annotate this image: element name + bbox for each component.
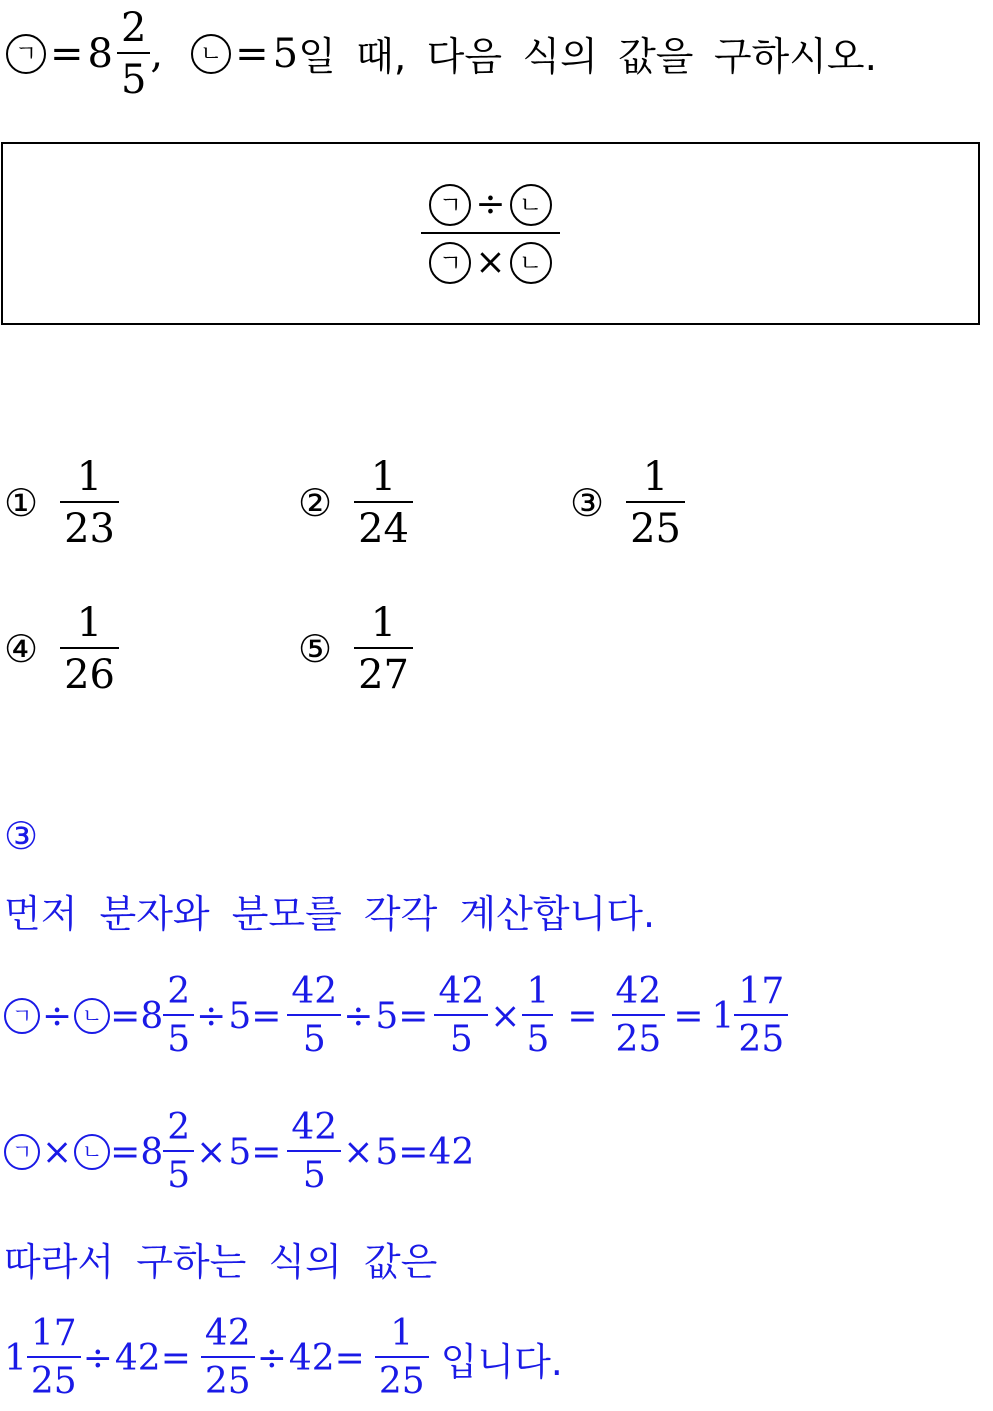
mixed-number-whole: 8 [140, 1131, 164, 1173]
equals-sign: = [110, 1131, 141, 1173]
mixed-number-whole: 1 [4, 1337, 27, 1379]
choice-3-mark: ③ [570, 481, 605, 525]
solution-answer [4, 812, 38, 860]
number: 42 [114, 1337, 161, 1379]
fraction-numerator: 42 [291, 971, 338, 1012]
divide-sign: ÷ [82, 1337, 113, 1379]
fraction-denominator: 24 [354, 501, 413, 549]
fraction [287, 1107, 341, 1196]
fraction-denominator: 5 [163, 1150, 194, 1194]
number: 5 [228, 1131, 252, 1173]
choice-1-mark: ① [4, 481, 39, 525]
fraction-denominator: 27 [354, 647, 413, 695]
fraction-denominator: 25 [626, 501, 685, 549]
fraction-denominator: 5 [163, 1014, 194, 1058]
fraction [734, 971, 788, 1060]
equals-sign: = [673, 995, 704, 1037]
circled-giyeok-symbol: ㄱ [429, 184, 471, 226]
choice-5-mark: ⑤ [298, 627, 333, 671]
divide-sign: ÷ [42, 995, 73, 1037]
mixed-number-whole: 1 [711, 995, 735, 1037]
circled-giyeok-symbol: ㄱ [429, 242, 471, 284]
fraction-numerator: 42 [438, 971, 485, 1012]
solution-therefore [4, 1230, 437, 1286]
choice-4-fraction [60, 600, 119, 698]
multiply-sign: × [475, 241, 506, 283]
fraction-numerator: 1 [390, 1313, 414, 1354]
circled-nieun-symbol: ㄴ [510, 242, 552, 284]
number: 5 [375, 995, 399, 1037]
fraction-denominator: 25 [734, 1014, 788, 1058]
choice-4[interactable] [4, 594, 119, 704]
choice-2-fraction [354, 454, 413, 552]
choice-5[interactable] [298, 594, 413, 704]
choice-1-fraction [60, 454, 119, 552]
equals-sign: = [235, 31, 269, 77]
therefore-text: 따라서 구하는 식의 값은 [4, 1239, 438, 1284]
result-value: 42 [428, 1131, 475, 1173]
fraction-numerator: 42 [615, 971, 662, 1012]
fraction-denominator: 25 [375, 1356, 429, 1400]
expression-numerator [421, 184, 559, 232]
equals-sign: = [567, 995, 598, 1037]
solution-line-1 [4, 962, 788, 1070]
fraction-denominator: 5 [287, 1150, 341, 1194]
divide-sign: ÷ [256, 1337, 287, 1379]
mixed-number-whole: 8 [87, 31, 113, 77]
multiply-sign: × [42, 1131, 73, 1173]
equals-sign: = [110, 995, 141, 1037]
divide-sign: ÷ [196, 995, 227, 1037]
choice-2-mark: ② [298, 481, 333, 525]
fraction-numerator: 17 [738, 971, 785, 1012]
fraction-numerator: 42 [204, 1313, 251, 1354]
fraction [287, 971, 341, 1060]
mixed-number-whole: 8 [140, 995, 164, 1037]
fraction-numerator: 1 [76, 454, 103, 500]
fraction [522, 971, 553, 1060]
circled-giyeok-symbol: ㄱ [4, 1134, 40, 1170]
fraction-numerator: 42 [291, 1107, 338, 1148]
comma: , [150, 31, 164, 77]
divide-sign: ÷ [475, 183, 506, 225]
solution-intro [4, 882, 655, 938]
choice-3-fraction [626, 454, 685, 552]
fraction-denominator: 5 [522, 1014, 553, 1058]
multiply-sign: × [490, 995, 521, 1037]
choice-3[interactable] [570, 448, 685, 558]
expression-box [1, 142, 980, 325]
question-line [6, 6, 877, 102]
fraction-numerator: 1 [370, 600, 397, 646]
mixed-number-fraction [117, 5, 150, 103]
equals-sign: = [398, 995, 429, 1037]
choice-5-fraction [354, 600, 413, 698]
fraction-denominator: 5 [287, 1014, 341, 1058]
fraction [375, 1313, 429, 1402]
fraction-numerator: 17 [30, 1313, 77, 1354]
fraction-numerator: 1 [642, 454, 669, 500]
fraction-denominator: 26 [60, 647, 119, 695]
number: 5 [228, 995, 252, 1037]
fraction-numerator: 1 [76, 600, 103, 646]
circled-nieun-symbol: ㄴ [510, 184, 552, 226]
solution-line-2 [4, 1098, 474, 1206]
equals-sign: = [398, 1131, 429, 1173]
b-value: 5 [272, 31, 299, 77]
circled-nieun-symbol: ㄴ [74, 1134, 110, 1170]
fraction [434, 971, 488, 1060]
choice-4-mark: ④ [4, 627, 39, 671]
fraction [612, 971, 666, 1060]
choice-1[interactable] [4, 448, 119, 558]
fraction-denominator: 25 [612, 1014, 666, 1058]
divide-sign: ÷ [343, 995, 374, 1037]
fraction [163, 1107, 194, 1196]
circled-nieun-symbol: ㄴ [74, 998, 110, 1034]
fraction-denominator: 5 [434, 1014, 488, 1058]
fraction [27, 1313, 81, 1402]
fraction [201, 1313, 255, 1402]
multiply-sign: × [196, 1131, 227, 1173]
equals-sign: = [251, 995, 282, 1037]
fraction-numerator: 2 [120, 5, 147, 51]
fraction-denominator: 5 [117, 52, 150, 100]
fraction-numerator: 2 [167, 1107, 191, 1148]
question-text: 일 때, 다음 식의 값을 구하시오. [298, 35, 877, 80]
number: 5 [375, 1131, 399, 1173]
circled-nieun-symbol: ㄴ [191, 34, 231, 74]
fraction-denominator: 23 [60, 501, 119, 549]
circled-giyeok-symbol: ㄱ [6, 34, 46, 74]
fraction-denominator: 25 [27, 1356, 81, 1400]
multiply-sign: × [343, 1131, 374, 1173]
choice-2[interactable] [298, 448, 413, 558]
answer-mark: ③ [4, 814, 39, 858]
solution-line-3 [4, 1306, 563, 1410]
solution-intro-text: 먼저 분자와 분모를 각각 계산합니다. [4, 891, 656, 936]
circled-giyeok-symbol: ㄱ [4, 998, 40, 1034]
expression-fraction [421, 184, 559, 284]
fraction-numerator: 2 [167, 971, 191, 1012]
fraction-numerator: 1 [370, 454, 397, 500]
expression-denominator [421, 232, 559, 284]
equals-sign: = [50, 31, 84, 77]
number: 42 [288, 1337, 335, 1379]
equals-sign: = [160, 1337, 191, 1379]
fraction-denominator: 25 [201, 1356, 255, 1400]
fraction-numerator: 1 [526, 971, 550, 1012]
fraction [163, 971, 194, 1060]
equals-sign: = [334, 1337, 365, 1379]
equals-sign: = [251, 1131, 282, 1173]
solution-suffix-text: 입니다. [440, 1339, 563, 1384]
